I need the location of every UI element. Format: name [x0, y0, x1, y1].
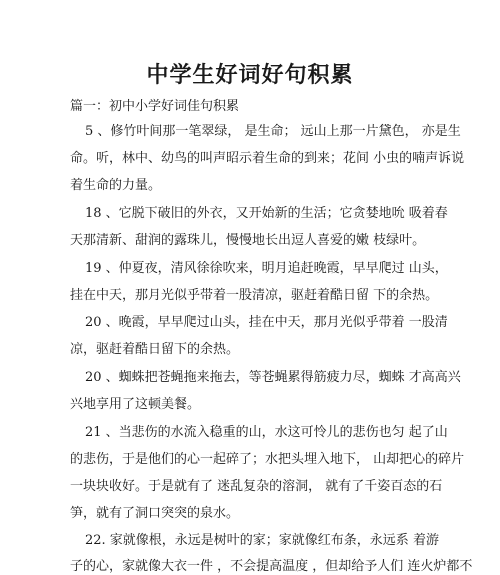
document-subtitle: 篇一：初中小学好词佳句积累: [70, 99, 240, 114]
paragraph-20a-line-2: 凉，驱赶着酷日留下的余热。: [70, 342, 240, 357]
paragraph-19-line-1: 19 、仲夏夜，清风徐徐吹来，明月追赶晚霞，早早爬过 山头，: [85, 261, 448, 276]
paragraph-22-line-1: 22. 家就像根，永远是树叶的家；家就像红布条，永远系 着游: [85, 533, 439, 548]
paragraph-20b-line-1: 20 、蜘蛛把苍蝇拖来拖去，等苍蝇累得筋疲力尽，蜘蛛 才高高兴: [85, 370, 461, 385]
paragraph-22-line-2: 子的心，家就像大衣一件 ，不会提高温度 ，但却给予人们 连火炉都不: [70, 559, 473, 574]
paragraph-21-line-3: 一块块收好。于是就有了 迷乱复杂的溶洞， 就有了千姿百态的石: [70, 479, 443, 494]
paragraph-21-line-2: 的悲伤，于是他们的心一起碎了；水把头埋入地下， 山却把心的碎片: [70, 452, 465, 467]
paragraph-5-line-2: 命。听，林中、幼鸟的叫声昭示着生命的到来；花间 小虫的喃声诉说: [70, 151, 465, 166]
paragraph-19-line-2: 挂在中天，那月光似乎带着一股清凉，驱赶着酷日留 下的余热。: [70, 288, 439, 303]
paragraph-18-line-1: 18 、它脱下破旧的外衣，又开始新的生活；它贪婪地吮 吸着春: [85, 206, 448, 221]
paragraph-5-line-1: 5 、修竹叶间那一笔翠绿， 是生命； 远山上那一片黛色， 亦是生: [85, 124, 461, 139]
document-title: 中学生好词好句积累: [146, 63, 354, 88]
paragraph-21-line-4: 笋，就有了洞口突突的泉水。: [70, 506, 240, 521]
paragraph-21-line-1: 21 、当悲伤的水流入稳重的山，水这可怜儿的悲伤也匀 起了山: [85, 425, 448, 440]
paragraph-18-line-2: 天那清新、甜润的露珠儿，慢慢地长出逗人喜爱的嫩 枝绿叶。: [70, 233, 426, 248]
paragraph-20b-line-2: 兴地享用了这顿美餐。: [70, 397, 201, 412]
paragraph-5-line-3: 着生命的力量。: [70, 178, 162, 193]
paragraph-20a-line-1: 20 、晚霞，早早爬过山头，挂在中天，那月光似乎带着 一股清: [85, 315, 448, 330]
